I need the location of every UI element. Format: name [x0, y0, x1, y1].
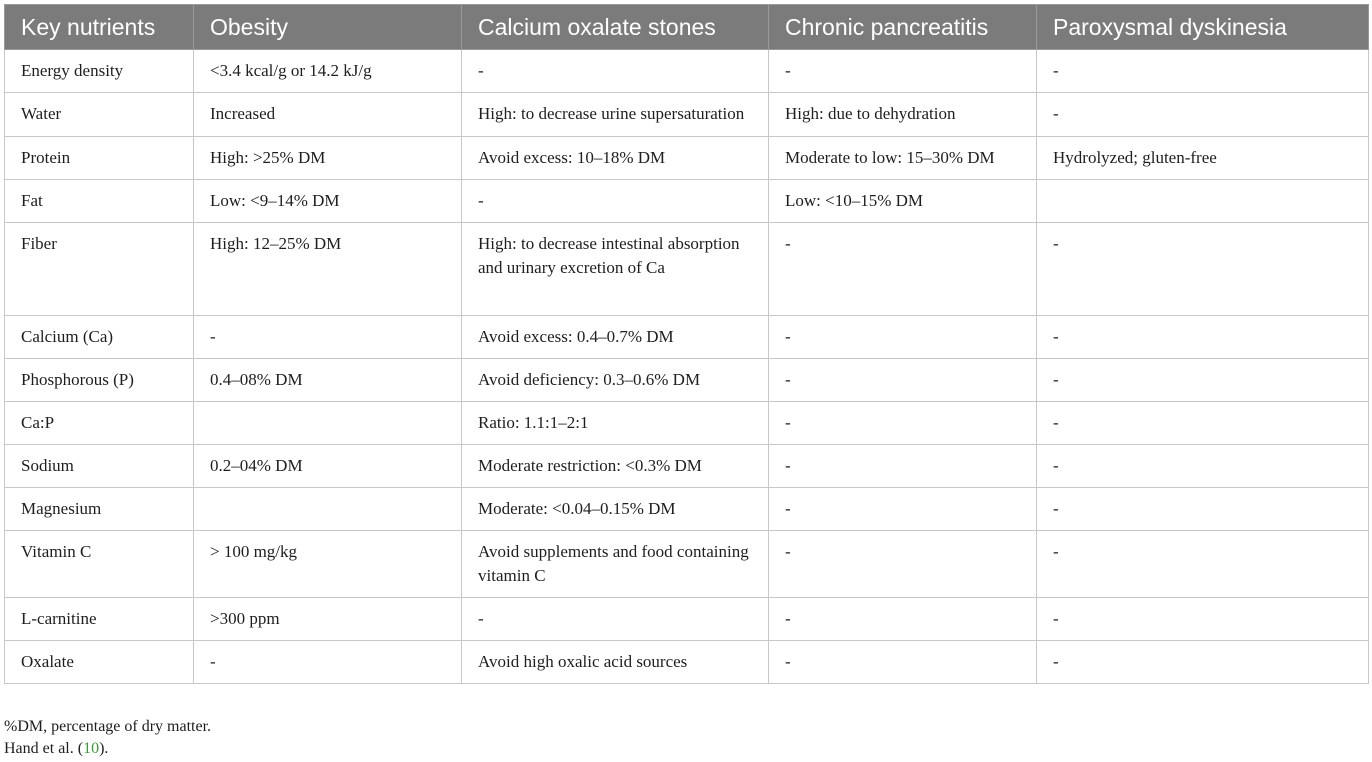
table-row	[5, 180, 1369, 223]
table-cell: -	[769, 445, 1037, 488]
column-header: Calcium oxalate stones	[462, 5, 769, 50]
table-cell: Hydrolyzed; gluten-free	[1037, 137, 1369, 180]
table-cell: Moderate restriction: <0.3% DM	[462, 445, 769, 488]
table-cell: -	[462, 180, 769, 223]
citation-prefix: Hand et al. (	[4, 740, 84, 757]
table-cell: -	[769, 223, 1037, 316]
table-cell: Avoid high oxalic acid sources	[462, 641, 769, 684]
table-cell: -	[1037, 93, 1369, 137]
table-body	[5, 50, 1369, 684]
table-cell: High: 12–25% DM	[194, 223, 462, 316]
table-cell: Avoid excess: 10–18% DM	[462, 137, 769, 180]
table-cell: <3.4 kcal/g or 14.2 kJ/g	[194, 50, 462, 93]
table-cell: -	[1037, 223, 1369, 316]
nutrient-table-container	[4, 4, 1368, 684]
table-cell: 0.4–08% DM	[194, 359, 462, 402]
table-cell: Ratio: 1.1:1–2:1	[462, 402, 769, 445]
table-cell: 0.2–04% DM	[194, 445, 462, 488]
table-row	[5, 50, 1369, 93]
table-cell: Avoid supplements and food containing vitamin C	[462, 531, 769, 598]
table-row	[5, 137, 1369, 180]
citation-link[interactable]: 10	[83, 740, 100, 757]
table-row	[5, 445, 1369, 488]
table-cell	[194, 488, 462, 531]
table-header	[5, 5, 1369, 50]
table-cell: -	[769, 641, 1037, 684]
citation-suffix: ).	[99, 740, 109, 757]
table-cell: High: to decrease urine supersaturation	[462, 93, 769, 137]
table-cell: -	[194, 316, 462, 359]
table-row	[5, 531, 1369, 598]
table-cell: -	[1037, 488, 1369, 531]
table-row	[5, 402, 1369, 445]
table-row	[5, 316, 1369, 359]
row-label-cell: Protein	[5, 137, 194, 180]
table-cell: -	[1037, 402, 1369, 445]
table-row	[5, 93, 1369, 137]
row-label-cell: Phosphorous (P)	[5, 359, 194, 402]
table-cell: High: >25% DM	[194, 137, 462, 180]
table-cell: -	[769, 488, 1037, 531]
table-cell: -	[462, 50, 769, 93]
table-cell: Moderate to low: 15–30% DM	[769, 137, 1037, 180]
table-cell: -	[769, 598, 1037, 641]
row-label-cell: Calcium (Ca)	[5, 316, 194, 359]
row-label-cell: Oxalate	[5, 641, 194, 684]
table-cell: -	[769, 531, 1037, 598]
table-cell: >300 ppm	[194, 598, 462, 641]
table-row	[5, 359, 1369, 402]
table-cell: -	[1037, 641, 1369, 684]
row-label-cell: Energy density	[5, 50, 194, 93]
table-row	[5, 488, 1369, 531]
column-header: Obesity	[194, 5, 462, 50]
table-row	[5, 641, 1369, 684]
table-cell: -	[769, 402, 1037, 445]
column-header: Paroxysmal dyskinesia	[1037, 5, 1369, 50]
source-citation	[4, 738, 211, 760]
table-cell: -	[1037, 50, 1369, 93]
row-label-cell: Ca:P	[5, 402, 194, 445]
table-cell: -	[1037, 316, 1369, 359]
row-label-cell: Sodium	[5, 445, 194, 488]
table-cell: -	[462, 598, 769, 641]
table-cell: -	[1037, 598, 1369, 641]
table-cell: -	[194, 641, 462, 684]
table-cell: High: due to dehydration	[769, 93, 1037, 137]
table-cell: -	[1037, 359, 1369, 402]
row-label-cell: Fiber	[5, 223, 194, 316]
table-row	[5, 598, 1369, 641]
table-cell: Avoid deficiency: 0.3–0.6% DM	[462, 359, 769, 402]
table-cell: -	[1037, 531, 1369, 598]
nutrient-table	[4, 4, 1369, 684]
table-cell: Low: <9–14% DM	[194, 180, 462, 223]
row-label-cell: Water	[5, 93, 194, 137]
header-row	[5, 5, 1369, 50]
row-label-cell: Vitamin C	[5, 531, 194, 598]
row-label-cell: Fat	[5, 180, 194, 223]
table-cell: Low: <10–15% DM	[769, 180, 1037, 223]
table-cell: -	[769, 50, 1037, 93]
table-cell: Moderate: <0.04–0.15% DM	[462, 488, 769, 531]
table-cell: -	[769, 359, 1037, 402]
table-cell	[194, 402, 462, 445]
table-notes	[4, 716, 211, 760]
row-label-cell: Magnesium	[5, 488, 194, 531]
footnote: %DM, percentage of dry matter.	[4, 718, 212, 735]
table-cell: -	[769, 316, 1037, 359]
table-cell: > 100 mg/kg	[194, 531, 462, 598]
table-cell: -	[1037, 445, 1369, 488]
table-cell: Increased	[194, 93, 462, 137]
table-cell	[1037, 180, 1369, 223]
table-cell: Avoid excess: 0.4–0.7% DM	[462, 316, 769, 359]
column-header: Chronic pancreatitis	[769, 5, 1037, 50]
column-header: Key nutrients	[5, 5, 194, 50]
row-label-cell: L-carnitine	[5, 598, 194, 641]
table-cell: High: to decrease intestinal absorption and urinary excretion of Ca	[462, 223, 769, 316]
table-row	[5, 223, 1369, 316]
